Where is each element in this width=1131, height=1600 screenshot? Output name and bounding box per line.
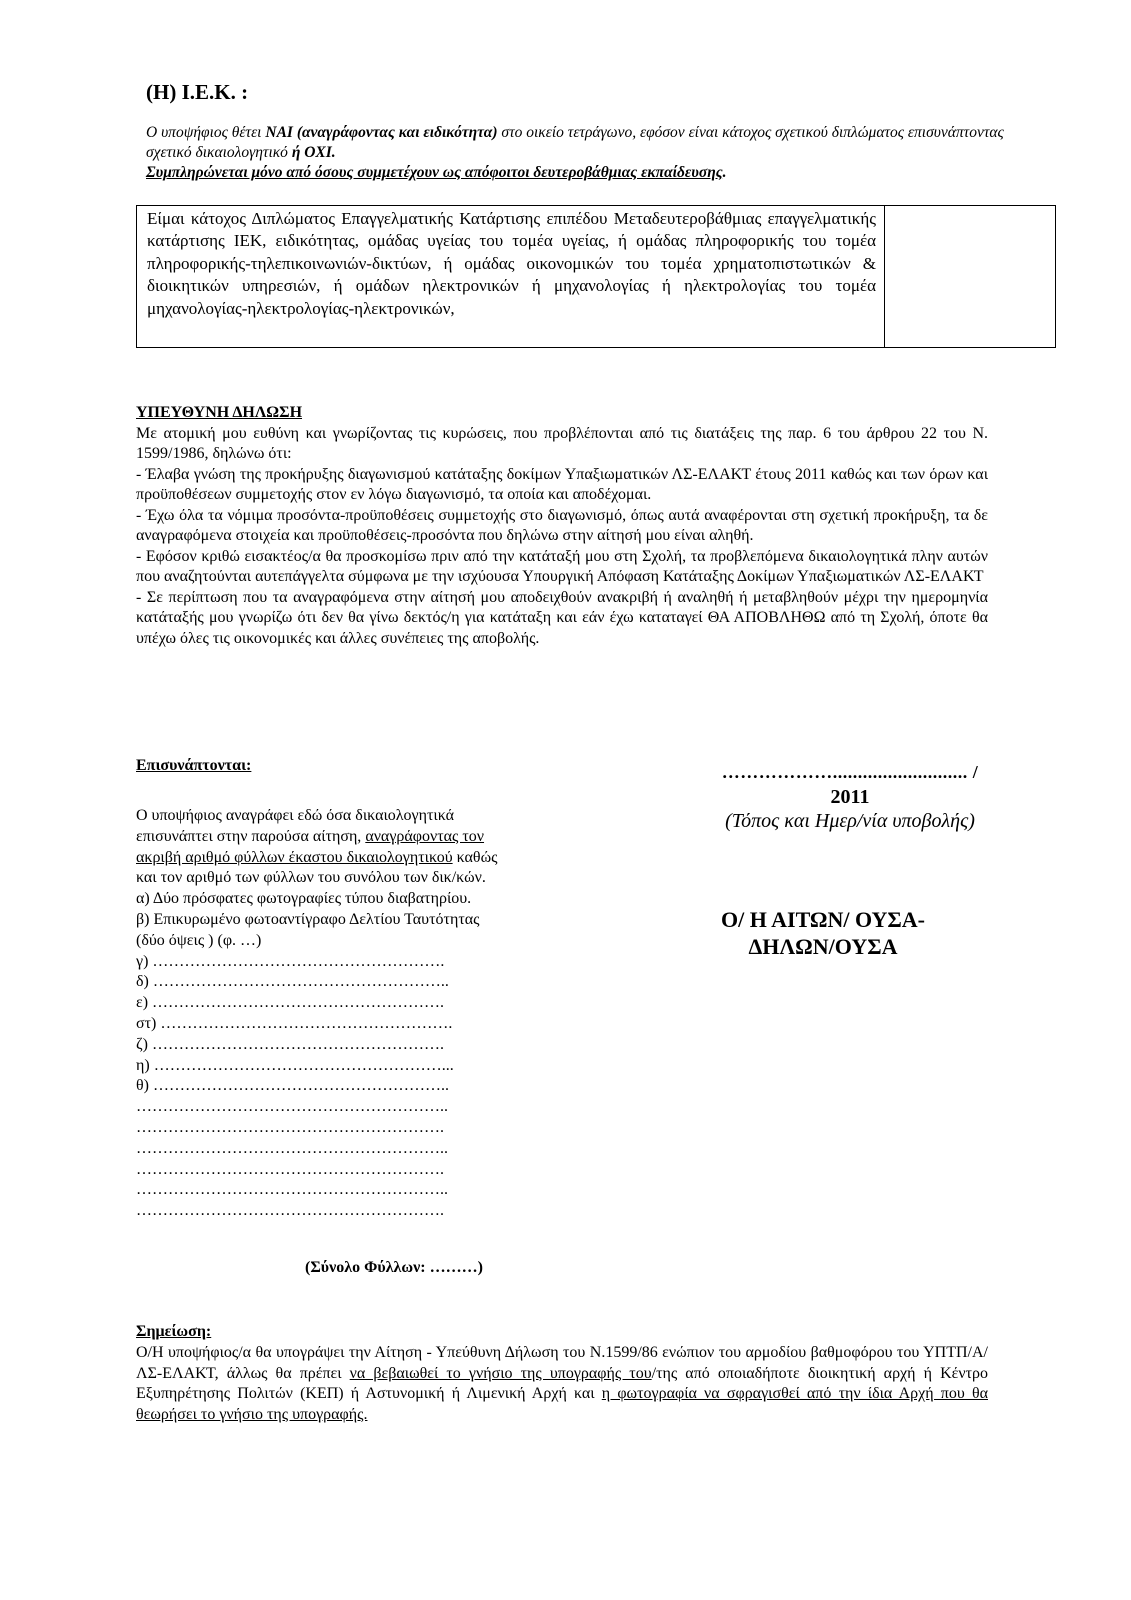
attachment-item: ………………………………………………….. [136,1098,448,1116]
attachment-item: δ) ……………………………………………….. [136,973,449,991]
attachment-item: …………………………………………………. [136,1118,444,1136]
year: 2011 [830,786,870,808]
attachment-item: …………………………………………………. [136,1202,444,1220]
total-sheets: (Σύνολο Φύλλων: ………) [305,1259,483,1276]
intro-text-a: Ο υποψήφιος θέτει [146,124,266,141]
declaration-p5: - Σε περίπτωση που τα αναγραφόμενα στην αίτησή μου αποδειχθούν ανακριβή ή αναληθή ή μεταβληθούν μέχρι την ημερομηνία κατάταξής μου γνωρίζω ότι δεν θα γίνω δεκτός/η για κατάταξη και εάν έχω καταταγεί ΘΑ ΑΠΟΒΛΗΘΩ από τη Σχολή, όποτε θα υπέχω όλες τις οικονομικές και άλλες συνέπειες της αποβολής. [136,588,988,647]
signer-line1: Ο/ Η ΑΙΤΩΝ/ ΟΥΣΑ- [721,907,925,932]
attachments-line3: ακριβή αριθμό φύλλων έκαστου δικαιολογητικού καθώς [136,848,498,866]
attachment-item: β) Επικυρωμένο φωτοαντίγραφο Δελτίου Ταυτότητας [136,910,480,928]
attachment-item: (δύο όψεις ) (φ. …) [136,931,262,949]
attachment-item: ………………………………………………….. [136,1139,448,1157]
declaration-p2: - Έλαβα γνώση της προκήρυξης διαγωνισμού κατάταξης δοκίμων Υπαξιωματικών ΛΣ-ΕΛΑΚΤ έτους 2011 καθώς και των όρων και προϋποθέσεων συμμετοχής στον εν λόγω διαγωνισμό, τα οποία και αποδέχομαι. [136,465,988,503]
attachment-item: …………………………………………………. [136,1160,444,1178]
attachment-item: γ) ………………………………………………. [136,952,445,970]
place-date-label: (Τόπος και Ημερ/νία υποβολής) [725,810,975,832]
intro-yes-label: ΝΑΙ (αναγράφοντας και ειδικότητα) [265,124,498,141]
attachment-item: στ) ………………………………………………. [136,1014,453,1032]
signer-label [660,906,986,960]
intro-no-label: ή ΟΧΙ. [291,144,336,161]
attachments-list [136,806,576,1222]
declaration-section [136,403,988,649]
signer-line2: ΔΗΛΩΝ/ΟΥΣΑ [748,934,898,959]
declaration-title: ΥΠΕΥΘΥΝΗ ΔΗΛΩΣΗ [136,404,303,421]
attachment-item: ζ) ………………………………………………. [136,1035,444,1053]
section-h-title: (Η) Ι.Ε.Κ. : [146,80,249,104]
note-title: Σημείωση: [136,1323,212,1340]
declaration-p3: - Έχω όλα τα νόμιμα προσόντα-προϋποθέσεις συμμετοχής στο διαγωνισμό, όπως αυτά αναφέρονται στη σχετική προκήρυξη, τα δε αναγραφόμενα στοιχεία και προϋποθέσεις-προσόντα που δηλώνω στην αίτησή μου είναι αληθή. [136,506,988,544]
declaration-p4: - Εφόσον κριθώ εισακτέος/α θα προσκομίσω πριν από την κατάταξή μου στη Σχολή, τα προβλεπόμενα δικαιολογητικά πλην αυτών που αναζητούνται αυτεπάγγελτα σύμφωνα με την ισχύουσα Υπουργική Απόφαση Κατάταξης Δοκίμων Υπαξιωματικών ΛΣ-ΕΛΑΚΤ [136,547,988,585]
attachments-line1: Ο υποψήφιος αναγράφει εδώ όσα δικαιολογητικά [136,807,454,824]
attachment-item: ………………………………………………….. [136,1181,448,1199]
intro-text-c: στο οικείο τετράγωνο, εφόσον είναι κάτοχος σχετικού διπλώματος επισυνάπτοντας σχετικό δικαιολογητικό [146,124,1004,161]
iek-table-text: Είμαι κάτοχος Διπλώματος Επαγγελματικής Κατάρτισης επιπέδου Μεταδευτεροβάθμιας επαγγελματικής κατάρτισης ΙΕΚ, ειδικότητας, ομάδας υγείας του τομέα υγείας, ή ομάδας πληροφορικής του τομέα πληροφορικής-τηλεπικοινωνιών-δικτύων, ή ομάδας οικονομικών του τομέα χρηματοπιστωτικών & διοικητικών υπηρεσιών, ή ομάδων ηλεκτρονικών ή μηχανολογίας ή ηλεκτρολογίας του τομέα μηχανολογίας-ηλεκτρολογίας-ηλεκτρονικών, [137,206,885,347]
iek-answer-box[interactable] [885,206,1055,347]
place-date-dots: ………………........................... / [721,762,979,782]
attachments-title: Επισυνάπτονται: [136,757,252,774]
attachment-item: ε) ………………………………………………. [136,994,445,1012]
iek-table [136,205,1056,348]
intro-note-end: . [722,164,727,181]
signature-block [660,762,1040,833]
attachments-line4: και τον αριθμό των φύλλων του συνόλου των δικ/κών. [136,869,486,887]
attachment-item: θ) ……………………………………………….. [136,1077,449,1095]
intro-note: Συμπληρώνεται μόνο από όσους συμμετέχουν ως απόφοιτοι δευτεροβάθμιας εκπαίδευσης [146,164,723,181]
section-h-intro [146,123,1006,183]
declaration-p1: Με ατομική μου ευθύνη και γνωρίζοντας τις κυρώσεις, που προβλέπονται από τις διατάξεις της παρ. 6 του άρθρου 22 του Ν. 1599/1986, δηλώνω ότι: [136,424,988,462]
attachments-line2: επισυνάπτει στην παρούσα αίτηση, αναγράφοντας τον [136,827,485,845]
attachment-item: η) ………………………………………………... [136,1056,454,1074]
note-text: Ο/Η υποψήφιος/α θα υπογράψει την Αίτηση - Υπεύθυνη Δήλωση του Ν.1599/86 ενώπιον του αρμοδίου βαθμοφόρου του ΥΠΤΠ/Α/ΛΣ-ΕΛΑΚΤ, άλλως θα πρέπει να βεβαιωθεί το γνήσιο της υπογραφής του/της από οποιαδήποτε διοικητική αρχή ή Κέντρο Εξυπηρέτησης Πολιτών (ΚΕΠ) ή Αστυνομική ή Λιμενική Αρχή και η φωτογραφία να σφραγισθεί από την ίδια Αρχή που θα θεωρήσει το γνήσιο της υπογραφής. [136,1344,988,1423]
attachment-item: α) Δύο πρόσφατες φωτογραφίες τύπου διαβατηρίου. [136,890,472,908]
